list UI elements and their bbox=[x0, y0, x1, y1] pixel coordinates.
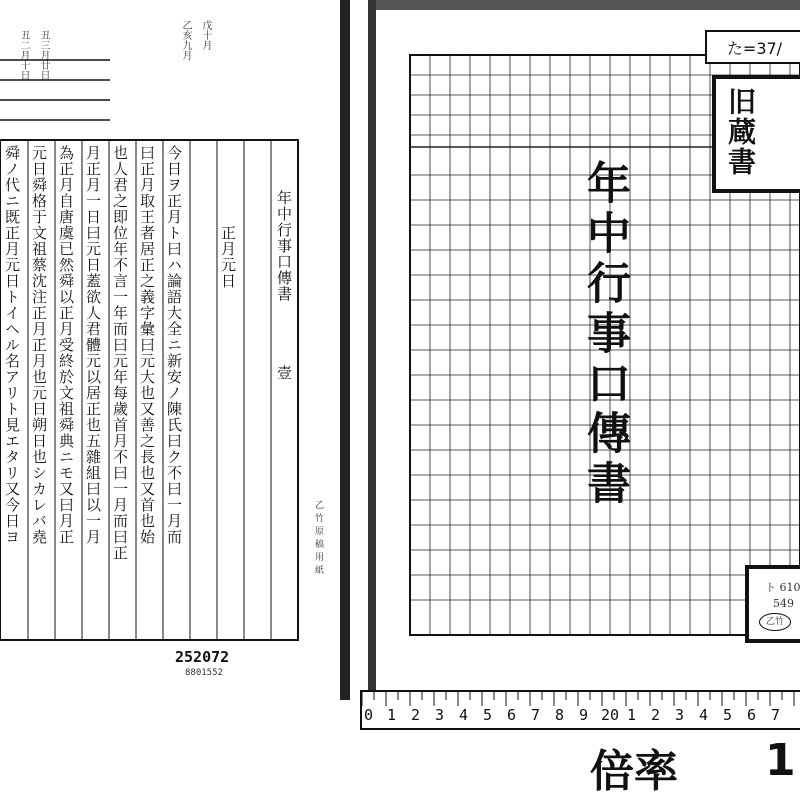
document-title: 年中行事口傳書 bbox=[579, 160, 630, 510]
ruler-digit: 1 bbox=[627, 706, 637, 724]
text-column-1: 今日ヲ正月ト曰ハ論語大全ニ新安ノ陳氏曰ク不曰一月而 bbox=[165, 145, 183, 545]
text-column-6: 元日舜格于文祖蔡沈注正月正月也元日朔日也シカレバ堯 bbox=[30, 145, 48, 545]
chapter-heading: 正月元日 bbox=[219, 225, 237, 289]
ruler-digit: 0 bbox=[364, 706, 374, 724]
ruler-digit: 6 bbox=[747, 706, 757, 724]
catalog-label: た=37/ bbox=[705, 30, 800, 64]
number-stamp: 252072 bbox=[175, 648, 230, 666]
measurement-ruler bbox=[360, 690, 800, 730]
top-note-1: 丑二月十日 bbox=[18, 30, 29, 80]
magnification-value: 1 bbox=[765, 735, 796, 786]
page-number: 壹 bbox=[275, 365, 293, 381]
ruler-digit: 7 bbox=[771, 706, 781, 724]
corner-number: 549 bbox=[773, 597, 794, 610]
book-heading: 年中行事口傳書 bbox=[275, 190, 293, 302]
text-column-5: 為正月自唐虞已然舜以正月受終於文祖舜典ニモ又曰月正 bbox=[57, 145, 75, 545]
corner-circle-stamp: 乙竹 bbox=[759, 613, 791, 631]
top-note-4: 戊十月 bbox=[200, 20, 211, 50]
text-column-4: 月正月一日曰元日蓋欲人君體元以居正也五雜組曰以一月 bbox=[84, 145, 102, 545]
left-page bbox=[0, 0, 350, 700]
number-small: 8801552 bbox=[185, 668, 223, 678]
collection-seal bbox=[712, 75, 800, 193]
ruler-digit: 5 bbox=[723, 706, 733, 724]
corner-box bbox=[745, 565, 800, 643]
magnification-label: 倍率 bbox=[590, 746, 678, 797]
ruler-digit: 1 bbox=[387, 706, 397, 724]
text-column-2: 曰正月取王者居正之義字彙曰元大也又善之長也又首也始 bbox=[138, 145, 156, 545]
ruler-digit: 3 bbox=[435, 706, 445, 724]
ruler-digit: 2 bbox=[651, 706, 661, 724]
seal-text: 旧蔵書 bbox=[724, 87, 757, 177]
corner-code: ト 610 bbox=[765, 581, 800, 594]
ruler-digit: 9 bbox=[579, 706, 589, 724]
text-column-7: 舜ノ代ニ既正月元日トイヘル名アリト見エタリ又今日ヨ bbox=[3, 145, 21, 545]
ruler-labels bbox=[362, 706, 800, 726]
ruler-digit: 5 bbox=[483, 706, 493, 724]
ruler-digit: 4 bbox=[459, 706, 469, 724]
ruler-digit: 20 bbox=[601, 706, 620, 724]
ruler-digit: 4 bbox=[699, 706, 709, 724]
ruler-digit: 7 bbox=[531, 706, 541, 724]
ruler-digit: 6 bbox=[507, 706, 517, 724]
ruler-digit: 8 bbox=[555, 706, 565, 724]
text-column-3: 也人君之即位年不言一年而曰元年每歲首月不曰一月而曰正 bbox=[111, 145, 129, 561]
ruler-digit: 2 bbox=[411, 706, 421, 724]
paper-label: 乙竹原稿用紙 bbox=[313, 500, 323, 578]
top-note-3: 乙亥九月 bbox=[180, 20, 191, 60]
ruler-digit: 3 bbox=[675, 706, 685, 724]
top-note-2: 丑三月廿日 bbox=[38, 30, 49, 80]
